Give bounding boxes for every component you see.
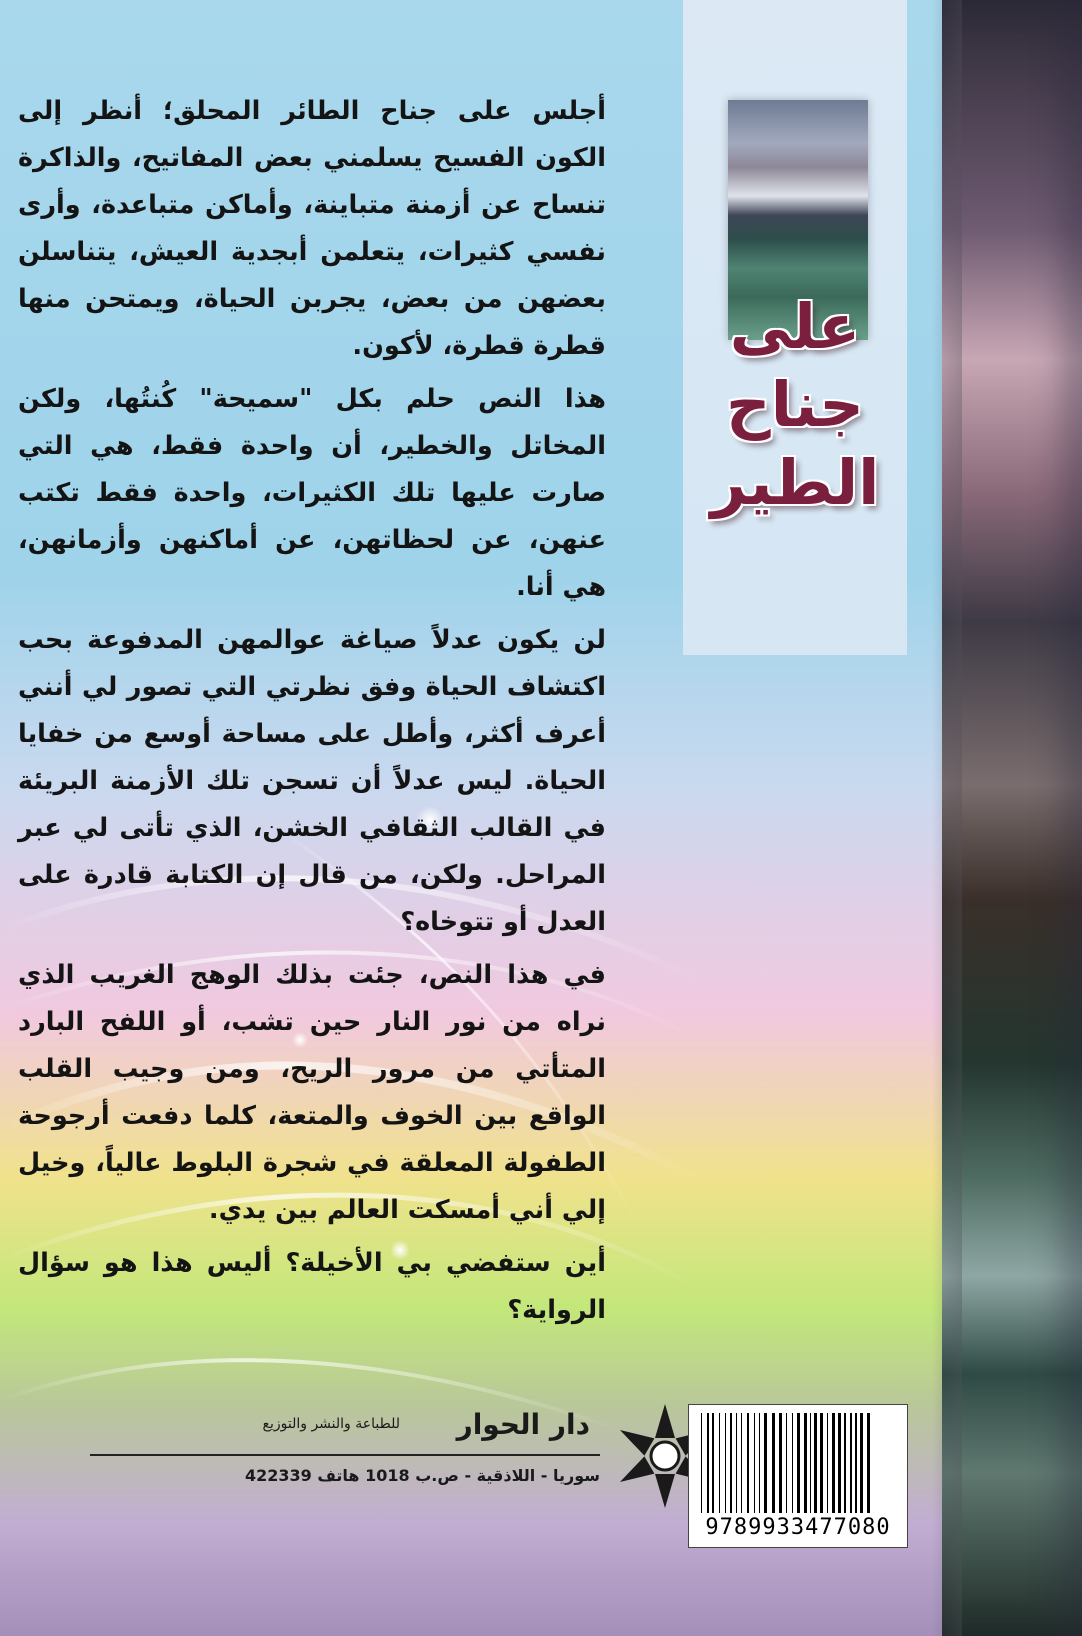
- barcode-bar: [764, 1413, 767, 1513]
- barcode-bar: [725, 1413, 726, 1513]
- barcode-bar: [838, 1413, 841, 1513]
- barcode-bar: [754, 1413, 755, 1513]
- publisher-name: دار الحوار: [456, 1408, 590, 1441]
- barcode-bar: [797, 1413, 800, 1513]
- publisher-tagline: للطباعة والنشر والتوزيع: [262, 1416, 400, 1432]
- barcode-bar: [730, 1413, 732, 1513]
- barcode-bar: [779, 1413, 782, 1513]
- barcode-bar: [810, 1413, 811, 1513]
- barcode-bar: [701, 1413, 702, 1513]
- title-line-2: جناح: [726, 368, 864, 441]
- book-title: [690, 288, 900, 522]
- barcode-bar: [792, 1413, 793, 1513]
- barcode-bar: [759, 1413, 760, 1513]
- barcode-bar: [827, 1413, 828, 1513]
- barcode-bars: [699, 1413, 897, 1513]
- barcode-number: 9789933477080: [705, 1515, 891, 1540]
- barcode-bar: [867, 1413, 870, 1513]
- publisher-address: سوريا - اللاذقية - ص.ب 1018 هاتف 422339: [244, 1466, 600, 1485]
- barcode-bar: [850, 1413, 852, 1513]
- barcode-bar: [707, 1413, 709, 1513]
- barcode-bar: [741, 1413, 742, 1513]
- title-line-1: على: [729, 290, 861, 363]
- blurb-paragraph: لن يكون عدلاً صياغة عوالمهن المدفوعة بحب اكتشاف الحياة وفق نظرتي التي تصور لي أنني أعرف أكثر، وأطل على مساحة أوسع من خفايا الحياة. ليس عدلاً أن تسجن تلك الأزمنة البريئة في القالب الثقافي الخشن، الذي تأتى لي عبر المراحل. ولكن، من قال إن الكتابة قادرة على العدل أو تتوخاه؟: [18, 625, 606, 937]
- barcode-bar: [820, 1413, 823, 1513]
- blurb-paragraph: أين ستفضي بي الأخيلة؟ أليس هذا هو سؤال الرواية؟: [18, 1248, 606, 1325]
- barcode-bar: [772, 1413, 775, 1513]
- strip-shadow: [932, 0, 962, 1636]
- publisher-divider: [90, 1454, 600, 1456]
- cover-photo-strip: [942, 0, 1082, 1636]
- barcode-bar: [736, 1413, 737, 1513]
- title-line-3: الطير: [710, 446, 880, 519]
- barcode-bar: [719, 1413, 720, 1513]
- publisher-block: [90, 1398, 630, 1528]
- barcode-bar: [832, 1413, 835, 1513]
- barcode-bar: [712, 1413, 714, 1513]
- blurb-paragraph: هذا النص حلم بكل "سميحة" كُنتُها، ولكن المخاتل والخطير، أن واحدة فقط، هي التي صارت عليها تلك الكثيرات، واحدة فقط تكتب عنهن، عن لحظاتهن، عن أماكنهن وأزمانهن، هي أنا.: [18, 384, 606, 602]
- blurb-paragraph: أجلس على جناح الطائر المحلق؛ أنظر إلى الكون الفسيح يسلمني بعض المفاتيح، والذاكرة تنساح عن أزمنة متباينة، وأماكن متباعدة، وأرى نفسي كثيرات، يتعلمن أبجدية العيش، يتناسلن بعضهن من بعض، يجربن الحياة، ويمتحن منها قطرة قطرة، لأكون.: [18, 96, 606, 361]
- barcode-bar: [786, 1413, 787, 1513]
- back-cover-blurb: [18, 88, 606, 1340]
- barcode-bar: [860, 1413, 863, 1513]
- barcode-bar: [855, 1413, 857, 1513]
- barcode-bar: [844, 1413, 846, 1513]
- isbn-barcode: [688, 1404, 908, 1548]
- barcode-bar: [804, 1413, 807, 1513]
- barcode-bar: [747, 1413, 749, 1513]
- barcode-bar: [814, 1413, 817, 1513]
- blurb-paragraph: في هذا النص، جئت بذلك الوهج الغريب الذي نراه من نور النار حين تشب، أو اللفح البارد المتأتي من مرور الريح، ومن وجيب القلب الواقع بين الخوف والمتعة، كلما دفعت أرجوحة الطفولة المعلقة في شجرة البلوط عالياً، وخيل إلي أني أمسكت العالم بين يدي.: [18, 960, 606, 1225]
